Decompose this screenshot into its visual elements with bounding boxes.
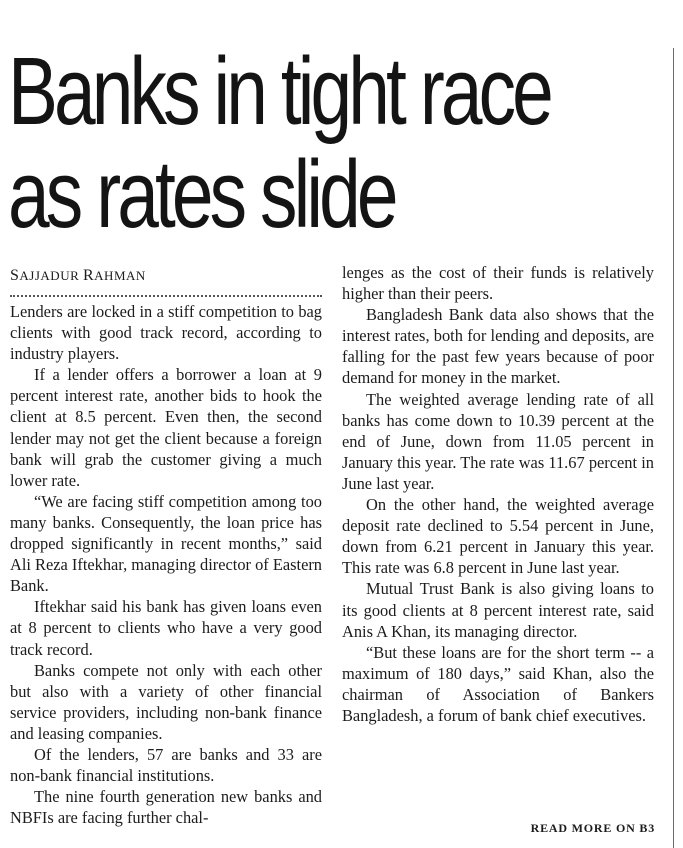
paragraph: Lenders are locked in a stiff competition to bag clients with good track record, according to industry players.	[10, 302, 322, 364]
paragraph: “We are facing stiff competition among too many banks. Consequently, the loan price has dropped significantly in recent months,” said Ali Reza Iftekhar, managing director of Eastern Bank.	[10, 491, 322, 596]
paragraph: Bangladesh Bank data also shows that the interest rates, both for lending and deposits, are falling for the past few years because of poor demand for money in the market.	[342, 305, 654, 388]
paragraph: The weighted average lending rate of all banks has come down to 10.39 percent at the end of June, down from 11.05 percent in January this year. The rate was 11.67 percent in June last year.	[342, 389, 654, 493]
byline-divider	[10, 285, 322, 297]
paragraph: Banks compete not only with each other but also with a variety of other financial service providers, including non-bank finance and leasing companies.	[10, 660, 322, 743]
paragraph: Iftekhar said his bank has given loans even at 8 percent to clients who have a very good track record.	[10, 597, 322, 659]
headline-line-2: as rates slide	[8, 141, 395, 248]
paragraph: “But these loans are for the short term -- a maximum of 180 days,” said Khan, also the chairman of Association of Bankers Bangladesh, a forum of bank chief executives.	[342, 642, 654, 725]
read-more-link[interactable]: READ MORE ON B3	[530, 821, 655, 835]
byline: SAJJADUR RAHMAN	[10, 267, 146, 284]
column-rule	[673, 48, 674, 848]
paragraph: The nine fourth generation new banks and NBFIs are facing further chal-	[10, 787, 322, 828]
paragraph: Of the lenders, 57 are banks and 33 are non-bank financial institutions.	[10, 744, 322, 786]
paragraph: If a lender offers a borrower a loan at 9 percent interest rate, another bids to hook the client at 8.5 percent. Even then, the second lender may not get the client because a foreign bank will grab the customer giving a much lower rate.	[10, 365, 322, 490]
paragraph: lenges as the cost of their funds is relatively higher than their peers.	[342, 263, 654, 304]
left-column	[10, 262, 322, 828]
paragraph: Mutual Trust Bank is also giving loans to its good clients at 8 percent interest rate, said Anis A Khan, its managing director.	[342, 579, 654, 641]
headline-line-1: Banks in tight race	[8, 38, 550, 145]
paragraph: On the other hand, the weighted average deposit rate declined to 5.54 percent in June, down from 6.21 percent in January this year. This rate was 6.8 percent in June last year.	[342, 495, 654, 578]
right-column	[342, 262, 654, 726]
headline	[8, 38, 550, 248]
